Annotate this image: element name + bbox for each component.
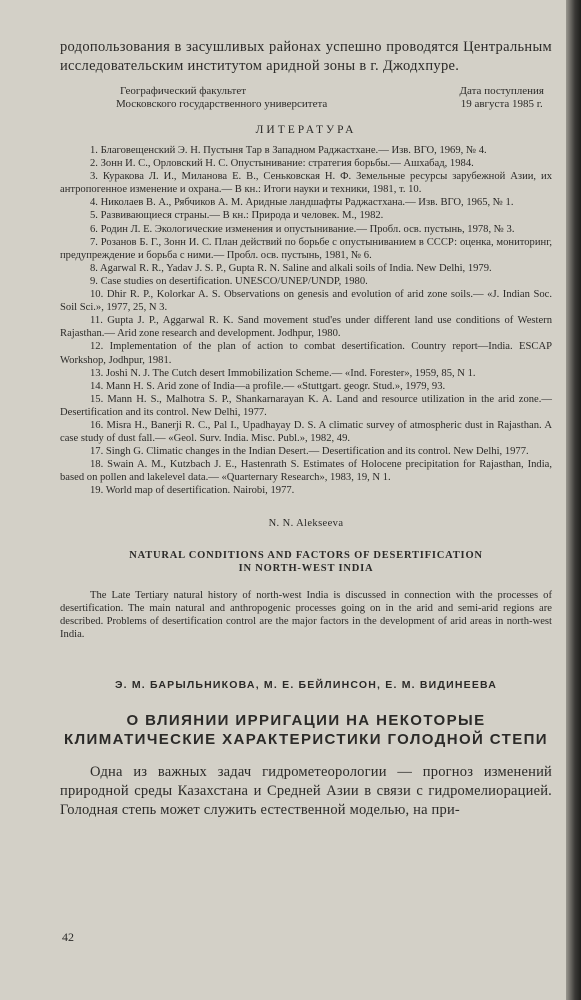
article-title-line: КЛИМАТИЧЕСКИЕ ХАРАКТЕРИСТИКИ ГОЛОДНОЙ СТЕПИ bbox=[64, 730, 548, 748]
reference-item: 17. Singh G. Climatic changes in the Indian Desert.— Desertification and its control. New Delhi, 1977. bbox=[90, 446, 529, 458]
affiliation bbox=[60, 85, 327, 111]
received-label: Дата поступления bbox=[459, 85, 544, 97]
reference-item: 10. Dhir R. P., Kolorkar A. S. Observations on genesis and evolution of arid zone soils.— «J. Indian Soc. Soil Sci.», 1977, 25, N 3. bbox=[60, 289, 552, 314]
references-heading: ЛИТЕРАТУРА bbox=[255, 124, 357, 136]
reference-item: 4. Николаев В. А., Рябчиков А. М. Аридные ландшафты Раджастхана.— Изв. ВГО, 1965, № 1. bbox=[90, 197, 514, 209]
article-authors: Э. М. БАРЫЛЬНИКОВА, М. Е. БЕЙЛИНСОН, Е. М. ВИДИНЕЕВА bbox=[114, 678, 498, 691]
page-content bbox=[60, 38, 552, 834]
english-title-line: NATURAL CONDITIONS AND FACTORS OF DESERTIFICATION bbox=[129, 549, 483, 561]
reference-item: 12. Implementation of the plan of action to combat desertification. Country report—India. ESCAP Workshop, Jodhpur, 1981. bbox=[60, 341, 552, 366]
page-number: 42 bbox=[62, 930, 74, 944]
reference-item: 11. Gupta J. P., Aggarwal R. K. Sand movement stud'es under different land use conditions of Western Rajasthan.— Arid zone research and development. Jodhpur, 1980. bbox=[60, 315, 552, 340]
english-summary-title bbox=[60, 549, 552, 575]
reference-item: 8. Agarwal R. R., Yadav J. S. P., Gupta R. N. Saline and alkali soils of India. New Delhi, 1979. bbox=[90, 262, 492, 274]
affiliation-line: Московского государственного университета bbox=[116, 98, 328, 110]
reference-item: 16. Misra H., Banerji R. C., Pal I., Upadhayay D. S. A climatic survey of atmospheric dust in Rajasthan. A case study of dust fall.— «Geol. Surv. India. Misc. Publ.», 1982, 49. bbox=[60, 419, 552, 445]
reference-item: 7. Розанов Б. Г., Зонн И. С. План действий по борьбе с опустыниванием в СССР: оценка, мониторинг, предупреждение и борьба с ними.— Пробл. осв. пустынь, 1981, № 6. bbox=[60, 236, 552, 261]
article-title-line: О ВЛИЯНИИ ИРРИГАЦИИ НА НЕКОТОРЫЕ bbox=[126, 711, 486, 729]
book-binding-edge bbox=[566, 0, 581, 1000]
reference-list bbox=[60, 144, 552, 498]
reference-item: 5. Развивающиеся страны.— В кн.: Природа и человек. М., 1982. bbox=[90, 210, 384, 222]
reference-item: 3. Куракова Л. И., Миланова Е. В., Сеньковская Н. Ф. Земельные ресурсы зарубежной Азии, их антропогенное изменение и охрана.— В кн.: Итоги науки и техники, 1981, т. 10. bbox=[60, 171, 552, 196]
reference-item: 2. Зонн И. С., Орловский Н. С. Опустынивание: стратегия борьбы.— Ашхабад, 1984. bbox=[90, 158, 474, 170]
received-date bbox=[460, 85, 552, 111]
reference-item: 18. Swain A. M., Kutzbach J. E., Hastenrath S. Estimates of Holocene precipitation for Rajasthan, India, based on pollen and lakelevel data.— «Quarternary Research», 1983, 19, N 1. bbox=[60, 459, 552, 484]
intro-paragraph: родопользования в засушливых районах успешно проводятся Центральным исследовательским институтом аридной зоны в г. Джодхпуре. bbox=[60, 39, 552, 74]
reference-item: 1. Благовещенский Э. Н. Пустыня Тар в Западном Раджастхане.— Изв. ВГО, 1969, № 4. bbox=[90, 145, 487, 156]
received-value: 19 августа 1985 г. bbox=[460, 98, 543, 110]
affiliation-line: Географический факультет bbox=[120, 85, 247, 97]
english-title-line: IN NORTH-WEST INDIA bbox=[238, 562, 374, 574]
article-body-paragraph: Одна из важных задач гидрометеорологии — прогноз изменений природной среды Казахстана и Средней Азии в связи с гидромелиорацией. Голодная степь может служить естественной моделью, на при- bbox=[60, 763, 552, 818]
reference-item: 9. Case studies on desertification. UNESCO/UNEP/UNDP, 1980. bbox=[90, 275, 368, 287]
reference-item: 13. Joshi N. J. The Cutch desert Immobilization Scheme.— «Ind. Forester», 1959, 85, N 1. bbox=[90, 367, 476, 379]
reference-item: 15. Mann H. S., Malhotra S. P., Shankarnarayan K. A. Land and resource utilization in the arid zone.— Desertification and its control. New Delhi, 1977. bbox=[60, 393, 552, 418]
reference-item: 19. World map of desertification. Nairobi, 1977. bbox=[90, 485, 295, 497]
article-footer bbox=[60, 85, 552, 111]
reference-item: 6. Родин Л. Е. Экологические изменения и опустынивание.— Пробл. осв. пустынь, 1978, № 3. bbox=[90, 223, 515, 235]
english-abstract: The Late Tertiary natural history of north-west India is discussed in connection with the processes of desertification. The main natural and anthropogenic processes going on in the arid and semi-arid regions are described. Problems of desertification control are the major factors in the development of arid areas in north-west India. bbox=[60, 589, 552, 640]
article-title bbox=[60, 711, 552, 749]
english-summary-author: N. N. Alekseeva bbox=[268, 517, 344, 529]
reference-item: 14. Mann H. S. Arid zone of India—a profile.— «Stuttgart. geogr. Stud.», 1979, 93. bbox=[90, 380, 446, 392]
